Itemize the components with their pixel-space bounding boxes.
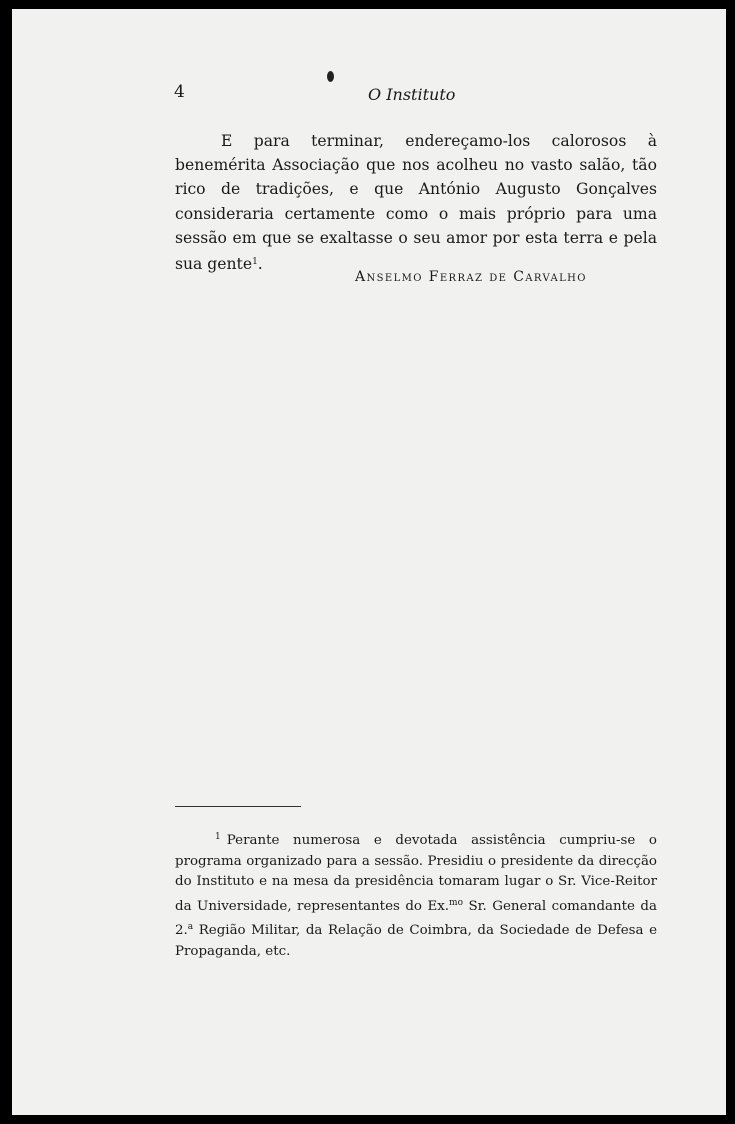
document-page	[12, 9, 726, 1115]
paragraph-end: .	[257, 255, 263, 274]
footnote-reference: 1	[252, 257, 258, 268]
author-signature: Anselmo Ferraz de Carvalho	[355, 269, 587, 285]
footnote-superscript-mo: mo	[449, 897, 463, 908]
footnote-text-1: Perante numerosa e devotada assistência cumpriu-se o programa organizado para a sessão. Presidiu o presidente da direcção do Instituto e na mesa da presidência tomaram lugar o Sr. Vice-Reitor da Universidade, representantes do Ex.	[175, 833, 657, 914]
paragraph-text: E para terminar, endereçamo-los calorosos à benemérita Associação que nos acolheu no vasto salão, tão rico de tradições, e que António Augusto Gonçalves consideraria certamente como o mais próprio para uma sessão em que se exaltasse o seu amor por esta terra e pela sua gente	[175, 132, 657, 274]
footnote-text-2: Sr. General comandante da 2.	[175, 898, 657, 939]
closing-paragraph	[175, 129, 657, 276]
footnote-marker: 1	[215, 832, 221, 842]
footnote	[175, 827, 657, 963]
footnote-divider	[175, 806, 301, 807]
page-number: 4	[174, 82, 185, 102]
footnote-superscript-a: a	[187, 922, 194, 933]
running-title: O Instituto	[368, 85, 456, 104]
ink-blot-mark	[327, 71, 334, 82]
footnote-text-3: Região Militar, da Relação de Coimbra, da Sociedade de Defesa e Propaganda, etc.	[175, 923, 657, 959]
